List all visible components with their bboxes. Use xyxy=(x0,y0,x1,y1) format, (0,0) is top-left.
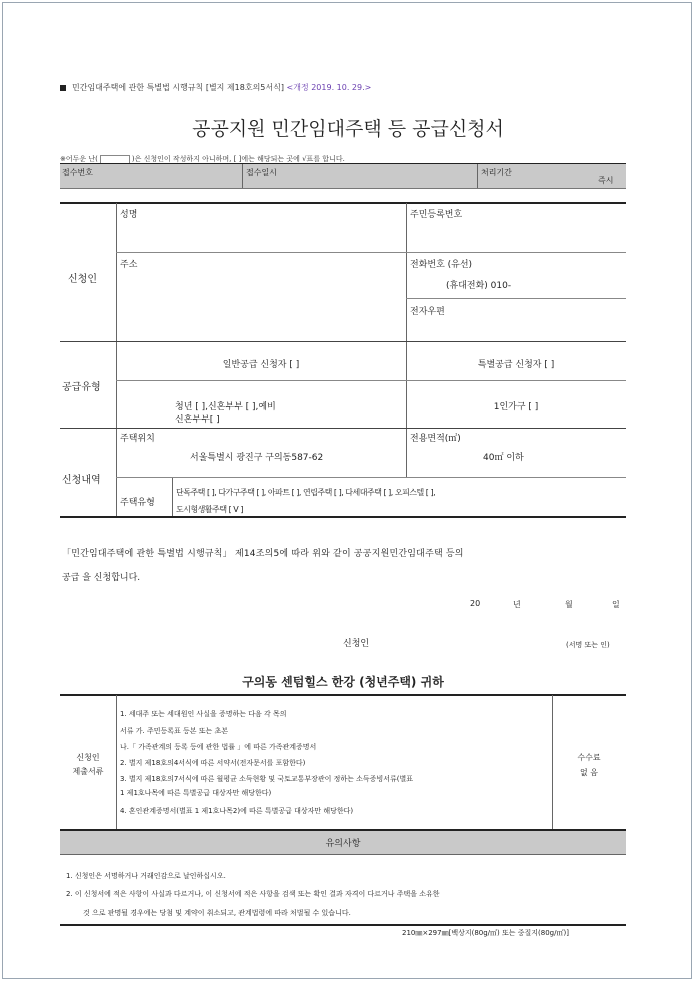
housing-location-value: 서울특별시 광진구 구의동587-62 xyxy=(190,453,324,463)
pre-newlywed-option[interactable]: 신혼부부[ ] xyxy=(175,415,220,425)
phone-label: 전화번호 (유선) xyxy=(410,260,473,270)
caution-item-2: 2. 이 신청서에 적은 사항이 사실과 다르거나, 이 신청서에 적은 사항을 검색 또는 확인 결과 자격이 다르거나 주택을 소유한 xyxy=(66,890,440,898)
housing-type-options[interactable]: 단독주택 [ ], 다가구주택 [ ], 아파트 [ ], 연립주택 [ ], 다세대주택 [ ], 오피스텔 [ ], xyxy=(176,488,436,497)
statement-line-2: 공급 을 신청합니다. xyxy=(62,573,141,583)
bullet-square-icon xyxy=(60,85,66,91)
special-supply-option[interactable]: 특별공급 신청자 [ ] xyxy=(477,360,555,370)
reception-date-label: 접수일시 xyxy=(246,168,277,177)
document-item: 1 제1호나목에 따른 특별공급 대상자만 해당한다) xyxy=(120,789,272,797)
date-year: 20 xyxy=(470,599,481,608)
documents-label-line-2: 제출서류 xyxy=(72,767,104,776)
general-supply-option[interactable]: 일반공급 신청자 [ ] xyxy=(222,360,300,370)
form-header xyxy=(60,82,371,93)
caution-item-1: 1. 신청인은 서명하거나 거래인감으로 날인하십시오. xyxy=(66,872,226,880)
revision-date: <개정 2019. 10. 29.> xyxy=(286,83,372,92)
addressee: 구의동 센텀힐스 한강 (청년주택) 귀하 xyxy=(242,675,444,689)
paper-spec: 210㎜×297㎜[백상지(80g/㎡) 또는 중질지(80g/㎡)] xyxy=(402,929,569,937)
form-note: ※어두운 난( )은 신청인이 작성하지 아니하며, [ ]에는 해당되는 곳에 √표를 합니다. xyxy=(60,155,345,163)
processing-period-value: 즉시 xyxy=(598,176,614,185)
caution-item-2-cont: 것 으로 판명될 경우에는 당첨 및 계약이 취소되고, 관계법령에 따라 처벌될 수 있습니다. xyxy=(83,909,351,917)
mobile-label: (휴대전화) 010- xyxy=(446,281,512,291)
single-household-option[interactable]: 1인가구 [ ] xyxy=(493,402,539,412)
reception-number-label: 접수번호 xyxy=(62,168,93,177)
date-year-unit: 년 xyxy=(513,600,521,609)
document-item: 서류 가. 주민등록표 등본 또는 초본 xyxy=(120,727,229,735)
resident-number-label: 주민등록번호 xyxy=(410,210,463,220)
document-item: 3. 별지 제18호의7서식에 따른 월평균 소득현황 및 국토교통부장관이 정하는 소득증빙서류(별표 xyxy=(120,775,413,783)
exclusive-area-label: 전용면적(㎡) xyxy=(410,434,461,444)
urban-housing-option-checked[interactable]: 도시형생활주택 [ V ] xyxy=(176,505,243,514)
applicant-section-label: 신청인 xyxy=(68,274,97,285)
housing-location-label: 주택위치 xyxy=(120,434,155,444)
fee-value: 없 음 xyxy=(580,768,598,777)
caution-title: 유의사항 xyxy=(325,839,361,849)
fee-label: 수수료 xyxy=(577,753,601,762)
law-reference: 민간임대주택에 관한 특별법 시행규칙 [별지 제18호의5서식] xyxy=(72,83,284,92)
signature-hint: (서명 또는 인) xyxy=(566,641,610,649)
request-section-label: 신청내역 xyxy=(62,475,101,486)
email-label: 전자우편 xyxy=(410,307,445,317)
exclusive-area-value: 40㎡ 이하 xyxy=(483,453,524,463)
statement-line-1: 「민간임대주택에 관한 특별법 시행규칙」 제14조의5에 따라 위와 같이 공공지원민간임대주택 등의 xyxy=(62,549,464,559)
supply-type-section-label: 공급유형 xyxy=(62,382,101,393)
youth-newlywed-options[interactable]: 청년 [ ],신혼부부 [ ],예비 xyxy=(175,402,276,412)
date-day-unit: 일 xyxy=(612,600,620,609)
documents-label-line-1: 신청인 xyxy=(76,753,100,762)
form-title: 공공지원 민간임대주택 등 공급신청서 xyxy=(192,118,504,140)
signature-label: 신청인 xyxy=(343,639,370,649)
document-item: 나.「 가족관계의 등록 등에 관한 법률 」에 따른 가족관계증명서 xyxy=(120,743,317,751)
name-label: 성명 xyxy=(120,210,138,220)
address-label: 주소 xyxy=(120,260,138,270)
document-item: 2. 별지 제18호의4서식에 따른 서약서(전자문서를 포함한다) xyxy=(120,759,306,767)
date-month-unit: 월 xyxy=(565,600,573,609)
reception-row xyxy=(60,164,626,188)
document-item: 1. 세대주 또는 세대원인 사실을 증명하는 다음 각 목의 xyxy=(120,710,287,718)
housing-type-label: 주택유형 xyxy=(120,498,155,508)
document-item: 4. 혼인관계증명서(별표 1 제1호나목2)에 따른 특별공급 대상자만 해당한다) xyxy=(120,807,354,815)
processing-period-label: 처리기간 xyxy=(481,168,512,177)
